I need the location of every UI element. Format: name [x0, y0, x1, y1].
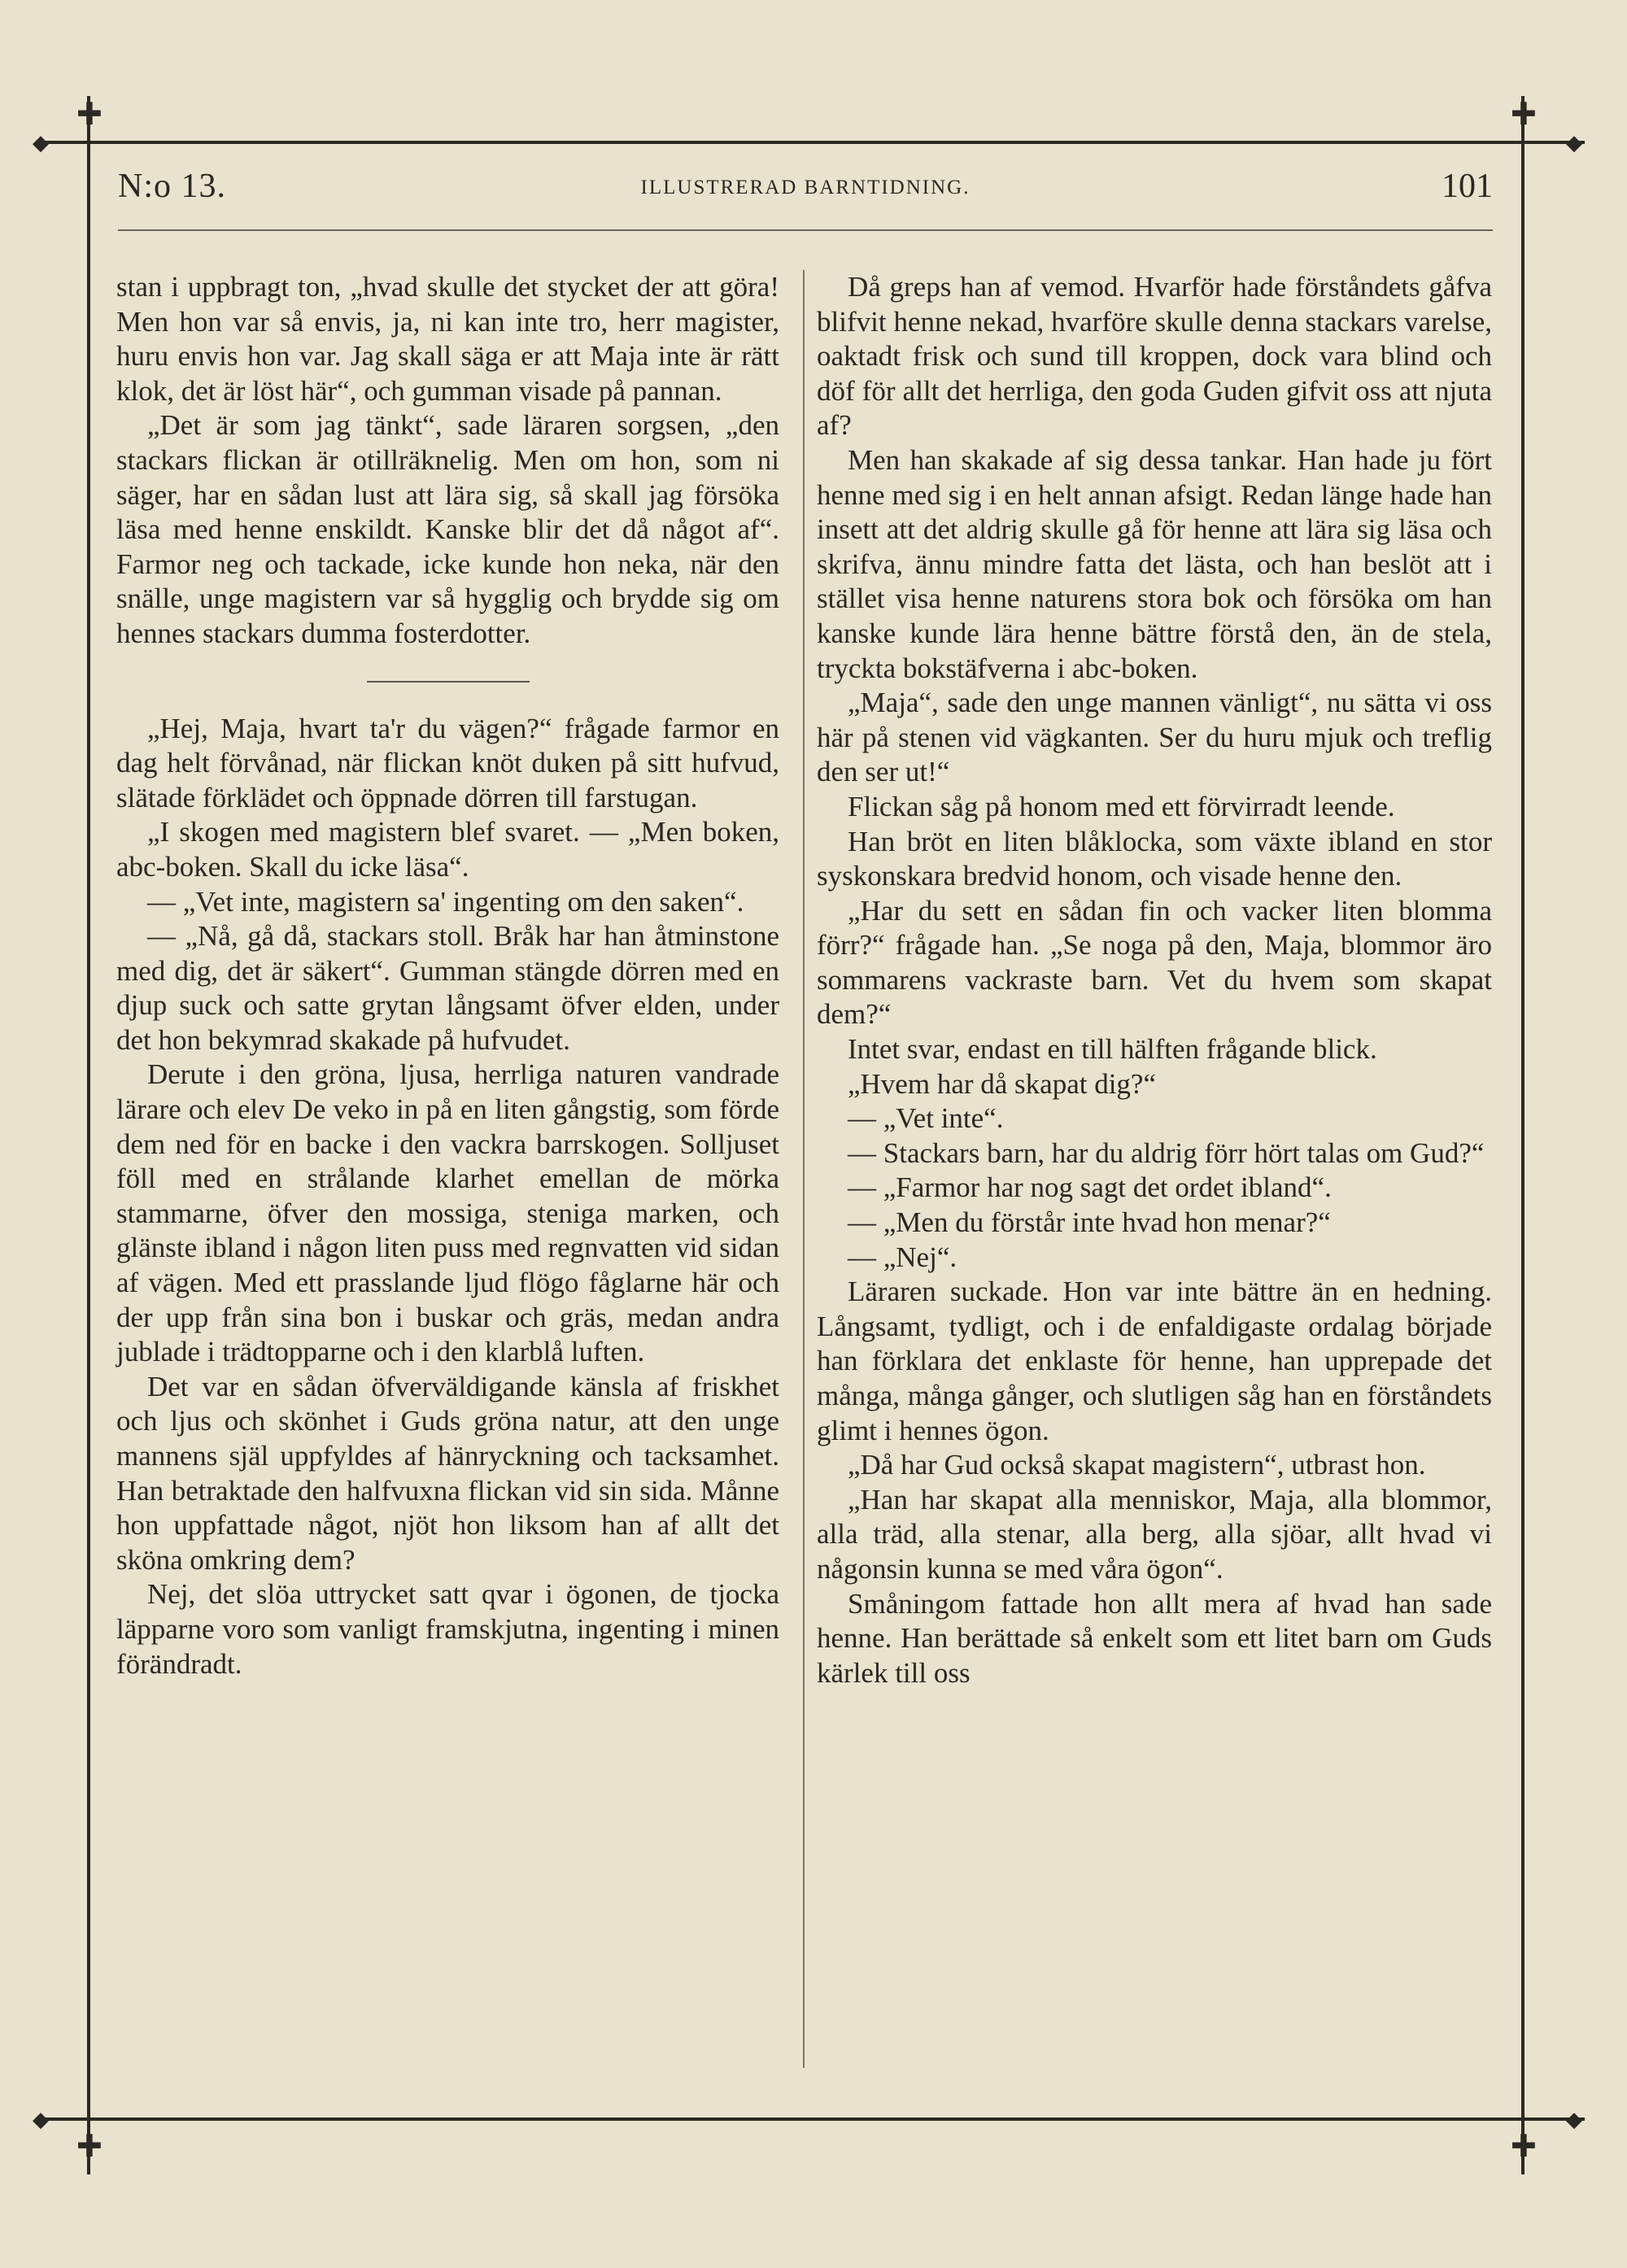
paragraph: — Stackars barn, har du aldrig förr hört talas om Gud?“	[848, 1136, 1485, 1169]
column-divider	[803, 270, 805, 2068]
frame-right-rule	[1521, 96, 1524, 2174]
page-number: 101	[1442, 168, 1493, 205]
running-header	[118, 167, 1493, 216]
frame-bottom-rule	[39, 2118, 1585, 2121]
paragraph: Men han skakade af sig dessa tankar. Han hade ju fört henne med sig i en helt annan afsigt. Redan länge hade han insett att det aldrig skulle gå för henne att lära sig läsa och skrifva, ännu mindre fatta det lästa, och han beslöt att i stället visa henne naturens stora bok och försöka om han kanske kunde lära henne bättre förstå den, än de stela, tryckta bokstäfverna i abc-boken.	[817, 443, 1492, 684]
paragraph: Nej, det slöa uttrycket satt qvar i ögonen, de tjocka läpparne voro som vanligt framskjutna, ingenting i minen förändradt.	[116, 1578, 779, 1680]
paragraph: — „Vet inte“.	[848, 1102, 1004, 1135]
paragraph: Derute i den gröna, ljusa, herrliga naturen vandrade lärare och elev De veko in på en liten gångstig, som förde dem ned för en backe i den vackra barrskogen. Solljuset föll med en strålande klarhet emellan de mörka stammarne, öfver den mossiga, steniga marken, och glänste ibland i någon liten puss med regnvatten vid sidan af vägen. Med ett prasslande ljud flögo fåglarne här och der upp från sina bon i buskar och gräs, medan andra jublade i trädtopparne och i den klarblå luften.	[116, 1058, 779, 1368]
paragraph: Läraren suckade. Hon var inte bättre än en hedning. Långsamt, tydligt, och i de enfaldigaste ordalag började han förklara det enklaste för henne, han upprepade det många, många gånger, och slutligen såg han en förståndets glimt i hennes ögon.	[817, 1276, 1492, 1446]
paragraph: Han bröt en liten blåklocka, som växte ibland en stor syskonskara bredvid honom, och visade henne den.	[817, 825, 1492, 892]
ornament-icon: ✚	[76, 98, 103, 132]
paragraph: „I skogen med magistern blef svaret. — „Men boken, abc-boken. Skall du icke läsa“.	[116, 816, 779, 883]
paragraph: — „Nå, gå då, stackars stoll. Bråk har han åtminstone med dig, det är säkert“. Gumman stängde dörren med en djup suck och satte grytan långsamt öfver elden, under det hon bekymrad skakade på hufvudet.	[116, 920, 779, 1056]
paragraph: „Det är som jag tänkt“, sade läraren sorgsen, „den stackars flickan är otillräknelig. Men om hon, som ni säger, har en sådan lust att lära sig, så skall jag försöka läsa med henne enskildt. Kanske blir det då något af“. Farmor neg och tackade, icke kunde hon neka, när den snälle, unge magistern var så hygglig och brydde sig om hennes stackars dumma fosterdotter.	[116, 409, 779, 649]
issue-number: N:o 13.	[118, 168, 226, 205]
paragraph: Flickan såg på honom med ett förvirradt leende.	[848, 790, 1395, 822]
frame-top-rule	[39, 141, 1585, 144]
paragraph: Intet svar, endast en till hälften frågande blick.	[848, 1033, 1377, 1066]
paragraph: stan i uppbragt ton, „hvad skulle det stycket der att göra! Men hon var så envis, ja, ni kan inte tro, herr magister, huru envis hon var. Jag skall säga er att Maja inte är rätt klok, det är löst här“, och gumman visade på pannan.	[116, 271, 779, 407]
paragraph: — „Vet inte, magistern sa' ingenting om den saken“.	[147, 885, 744, 918]
paragraph: — „Farmor har nog sagt det ordet ibland“.	[848, 1171, 1332, 1204]
paragraph: — „Nej“.	[848, 1241, 957, 1273]
paragraph: „Hvem har då skapat dig?“	[848, 1067, 1157, 1100]
ornament-icon: ◆	[1566, 131, 1582, 155]
ornament-icon: ◆	[1566, 2108, 1582, 2131]
paragraph: Det var en sådan öfverväldigande känsla af friskhet och ljus och skönhet i Guds gröna natur, att den unge mannens själ uppfyldes af hänryckning och tacksamhet. Han betraktade den halfvuxna flickan vid sin sida. Månne hon uppfattade något, njöt hon liksom han af allt det sköna omkring dem?	[116, 1370, 779, 1576]
paragraph: „Maja“, sade den unge mannen vänligt“, nu sätta vi oss här på stenen vid vägkanten. Ser du huru mjuk och treflig den ser ut!“	[817, 687, 1492, 788]
ornament-icon: ✚	[1511, 98, 1537, 132]
frame-left-rule	[87, 96, 90, 2174]
ornament-icon: ◆	[33, 2108, 49, 2131]
paragraph: „Då har Gud också skapat magistern“, utbrast hon.	[848, 1449, 1426, 1481]
section-separator	[367, 681, 530, 683]
ornament-icon: ✚	[1511, 2130, 1537, 2164]
header-rule	[118, 229, 1493, 231]
left-column	[116, 270, 779, 1681]
paragraph: Småningom fattade hon allt mera af hvad han sade henne. Han berättade så enkelt som ett litet barn om Guds kärlek till oss	[817, 1587, 1492, 1689]
publication-title: ILLUSTRERAD BARNTIDNING.	[640, 177, 971, 198]
paragraph: „Han har skapat alla menniskor, Maja, alla blommor, alla träd, alla stenar, alla berg, alla sjöar, allt hvad vi någonsin kunna se med våra ögon“.	[817, 1483, 1492, 1585]
paragraph: „Har du sett en sådan fin och vacker liten blomma förr?“ frågade han. „Se noga på den, Maja, blommor äro sommarens vackraste barn. Vet du hvem som skapat dem?“	[817, 894, 1492, 1031]
paragraph: Då greps han af vemod. Hvarför hade förståndets gåfva blifvit henne nekad, hvarföre skulle denna stackars varelse, oaktadt frisk och sund till kroppen, dock vara blind och döf för allt det herrliga, den goda Guden gifvit oss att njuta af?	[817, 271, 1492, 442]
ornament-icon: ◆	[33, 131, 49, 155]
right-column	[817, 270, 1492, 1690]
paragraph: „Hej, Maja, hvart ta'r du vägen?“ frågade farmor en dag helt förvånad, när flickan knöt duken på sitt hufvud, slätade förklädet och öppnade dörren till farstugan.	[116, 712, 779, 813]
ornament-icon: ✚	[76, 2130, 103, 2164]
paragraph: — „Men du förstår inte hvad hon menar?“	[848, 1206, 1331, 1239]
